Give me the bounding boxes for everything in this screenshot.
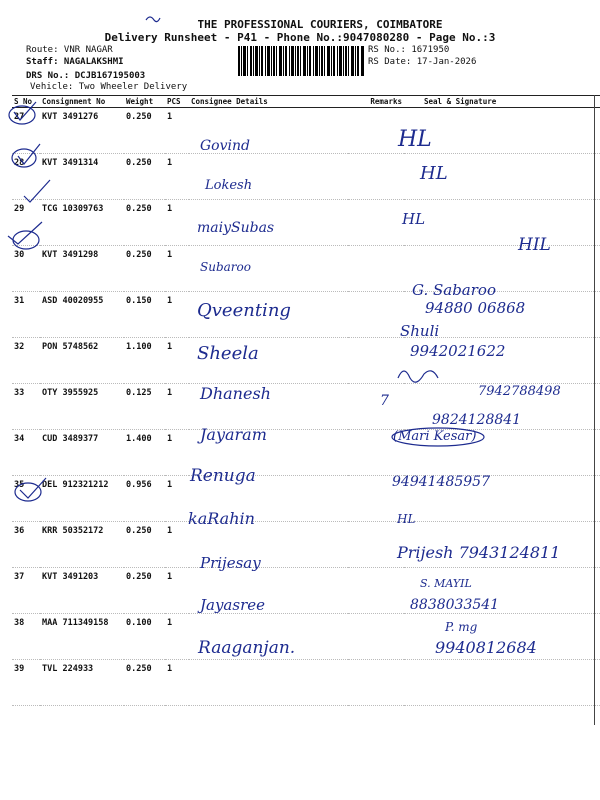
row-consignee <box>189 660 348 706</box>
row-weight: 0.250 <box>124 522 165 568</box>
handwritten-phone: 9824128841 <box>432 412 522 428</box>
row-remarks <box>348 154 404 200</box>
rs-number: RS No.: 1671950 <box>368 45 450 55</box>
row-weight: 0.250 <box>124 568 165 614</box>
row-sno: 31 <box>12 292 40 338</box>
page-edge-line <box>594 95 595 725</box>
row-weight: 0.250 <box>124 660 165 706</box>
handwritten-phone: 94880 06868 <box>425 299 526 317</box>
row-consignment: PON 5748562 <box>40 338 124 384</box>
row-remarks <box>348 246 404 292</box>
row-remarks <box>348 568 404 614</box>
table-row <box>12 246 600 292</box>
handwritten-name: Govind <box>200 138 250 154</box>
handwritten-signature: Prijesh 7943124811 <box>397 543 561 562</box>
row-pcs: 1 <box>165 568 189 614</box>
row-remarks <box>348 522 404 568</box>
table-header-row <box>12 96 600 108</box>
rs-date: RS Date: 17-Jan-2026 <box>368 57 477 67</box>
handwritten-phone: 9940812684 <box>435 638 537 657</box>
row-remarks <box>348 614 404 660</box>
row-consignment: DEL 912321212 <box>40 476 124 522</box>
company-title: THE PROFESSIONAL COURIERS, COIMBATORE <box>197 18 443 31</box>
handwritten-name: Subaroo <box>200 260 251 274</box>
row-sno: 30 <box>12 246 40 292</box>
handwritten-name: Lokesh <box>205 178 253 193</box>
handwritten-signature: G. Sabaroo <box>412 281 496 299</box>
table-row <box>12 200 600 246</box>
row-consignment: OTY 3955925 <box>40 384 124 430</box>
vehicle-label: Vehicle: Two Wheeler Delivery <box>30 82 188 92</box>
handwritten-name: Prijesay <box>200 554 261 572</box>
row-consignment: KVT 3491203 <box>40 568 124 614</box>
col-remarks: Remarks <box>348 96 404 108</box>
table-row <box>12 476 600 522</box>
row-pcs: 1 <box>165 154 189 200</box>
table-row <box>12 154 600 200</box>
row-weight: 1.100 <box>124 338 165 384</box>
handwritten-signature: Shuli <box>400 322 440 340</box>
row-sno: 35 <box>12 476 40 522</box>
row-remarks <box>348 384 404 430</box>
handwritten-name: Qveenting <box>197 300 291 321</box>
row-weight: 0.100 <box>124 614 165 660</box>
row-sno: 34 <box>12 430 40 476</box>
row-sno: 28 <box>12 154 40 200</box>
row-pcs: 1 <box>165 246 189 292</box>
handwritten-name: Renuga <box>190 466 256 486</box>
handwritten-mark: 7 <box>380 393 389 409</box>
row-sno: 33 <box>12 384 40 430</box>
row-sno: 39 <box>12 660 40 706</box>
row-seal <box>404 200 600 246</box>
handwritten-name: kaRahin <box>188 509 255 528</box>
row-sno: 27 <box>12 108 40 154</box>
handwritten-signature: P. mg <box>445 620 478 634</box>
row-pcs: 1 <box>165 338 189 384</box>
row-remarks <box>348 660 404 706</box>
row-pcs: 1 <box>165 430 189 476</box>
handwritten-name: Sheela <box>197 343 259 364</box>
col-consignee: Consignee Details <box>189 96 348 108</box>
row-sno: 38 <box>12 614 40 660</box>
runsheet-table <box>12 95 600 706</box>
row-consignment: TVL 224933 <box>40 660 124 706</box>
row-pcs: 1 <box>165 108 189 154</box>
row-weight: 0.956 <box>124 476 165 522</box>
row-consignment: CUD 3489377 <box>40 430 124 476</box>
row-pcs: 1 <box>165 476 189 522</box>
runsheet-subtitle: Delivery Runsheet - P41 - Phone No.:9047080280 - Page No.:3 <box>104 31 496 44</box>
handwritten-name: Raaganjan. <box>198 638 296 658</box>
row-pcs: 1 <box>165 522 189 568</box>
handwritten-signature: HL <box>420 163 448 184</box>
handwritten-signature: HIL <box>518 235 551 255</box>
row-weight: 0.125 <box>124 384 165 430</box>
row-pcs: 1 <box>165 200 189 246</box>
row-weight: 0.250 <box>124 108 165 154</box>
col-weight: Weight <box>124 96 165 108</box>
row-weight: 1.400 <box>124 430 165 476</box>
row-pcs: 1 <box>165 292 189 338</box>
col-seal: Seal & Signature <box>404 96 600 108</box>
table-row <box>12 568 600 614</box>
row-remarks <box>348 200 404 246</box>
row-consignment: KVT 3491276 <box>40 108 124 154</box>
row-consignment: MAA 711349158 <box>40 614 124 660</box>
handwritten-signature: HL <box>397 512 416 526</box>
handwritten-name: Jayaram <box>200 425 267 444</box>
route-label: Route: VNR NAGAR <box>26 45 113 55</box>
col-sno: S No <box>12 96 40 108</box>
row-weight: 0.250 <box>124 200 165 246</box>
row-pcs: 1 <box>165 384 189 430</box>
staff-label: Staff: NAGALAKSHMI <box>26 57 124 67</box>
row-remarks <box>348 338 404 384</box>
handwritten-signature: S. MAYIL <box>420 577 472 590</box>
row-consignment: ASD 40020955 <box>40 292 124 338</box>
row-sno: 32 <box>12 338 40 384</box>
row-weight: 0.150 <box>124 292 165 338</box>
drs-number: DRS No.: DCJB167195003 <box>26 71 146 81</box>
row-weight: 0.250 <box>124 246 165 292</box>
table-row <box>12 660 600 706</box>
handwritten-signature: HL <box>398 127 432 152</box>
row-seal <box>404 108 600 154</box>
row-seal <box>404 660 600 706</box>
row-sno: 29 <box>12 200 40 246</box>
handwritten-phone: 7942788498 <box>478 384 561 399</box>
col-consignment: Consignment No <box>40 96 124 108</box>
row-pcs: 1 <box>165 614 189 660</box>
row-consignment: TCG 10309763 <box>40 200 124 246</box>
row-remarks <box>348 108 404 154</box>
row-consignment: KVT 3491298 <box>40 246 124 292</box>
handwritten-name: Dhanesh <box>200 384 271 403</box>
row-weight: 0.250 <box>124 154 165 200</box>
table-row <box>12 338 600 384</box>
handwritten-phone: 8838033541 <box>410 597 500 613</box>
row-pcs: 1 <box>165 660 189 706</box>
barcode <box>238 46 364 76</box>
handwritten-name: Jayasree <box>200 596 265 614</box>
col-pcs: PCS <box>165 96 189 108</box>
handwritten-signature: HL <box>402 210 426 228</box>
handwritten-name: maiySubas <box>197 220 275 236</box>
row-sno: 37 <box>12 568 40 614</box>
handwritten-signature: (Mari Kesar) <box>393 429 477 444</box>
handwritten-phone: 94941485957 <box>392 474 490 490</box>
table-row <box>12 430 600 476</box>
table-row <box>12 108 600 154</box>
row-sno: 36 <box>12 522 40 568</box>
row-consignment: KVT 3491314 <box>40 154 124 200</box>
row-remarks <box>348 292 404 338</box>
handwritten-phone: 9942021622 <box>410 342 506 360</box>
row-consignment: KRR 50352172 <box>40 522 124 568</box>
